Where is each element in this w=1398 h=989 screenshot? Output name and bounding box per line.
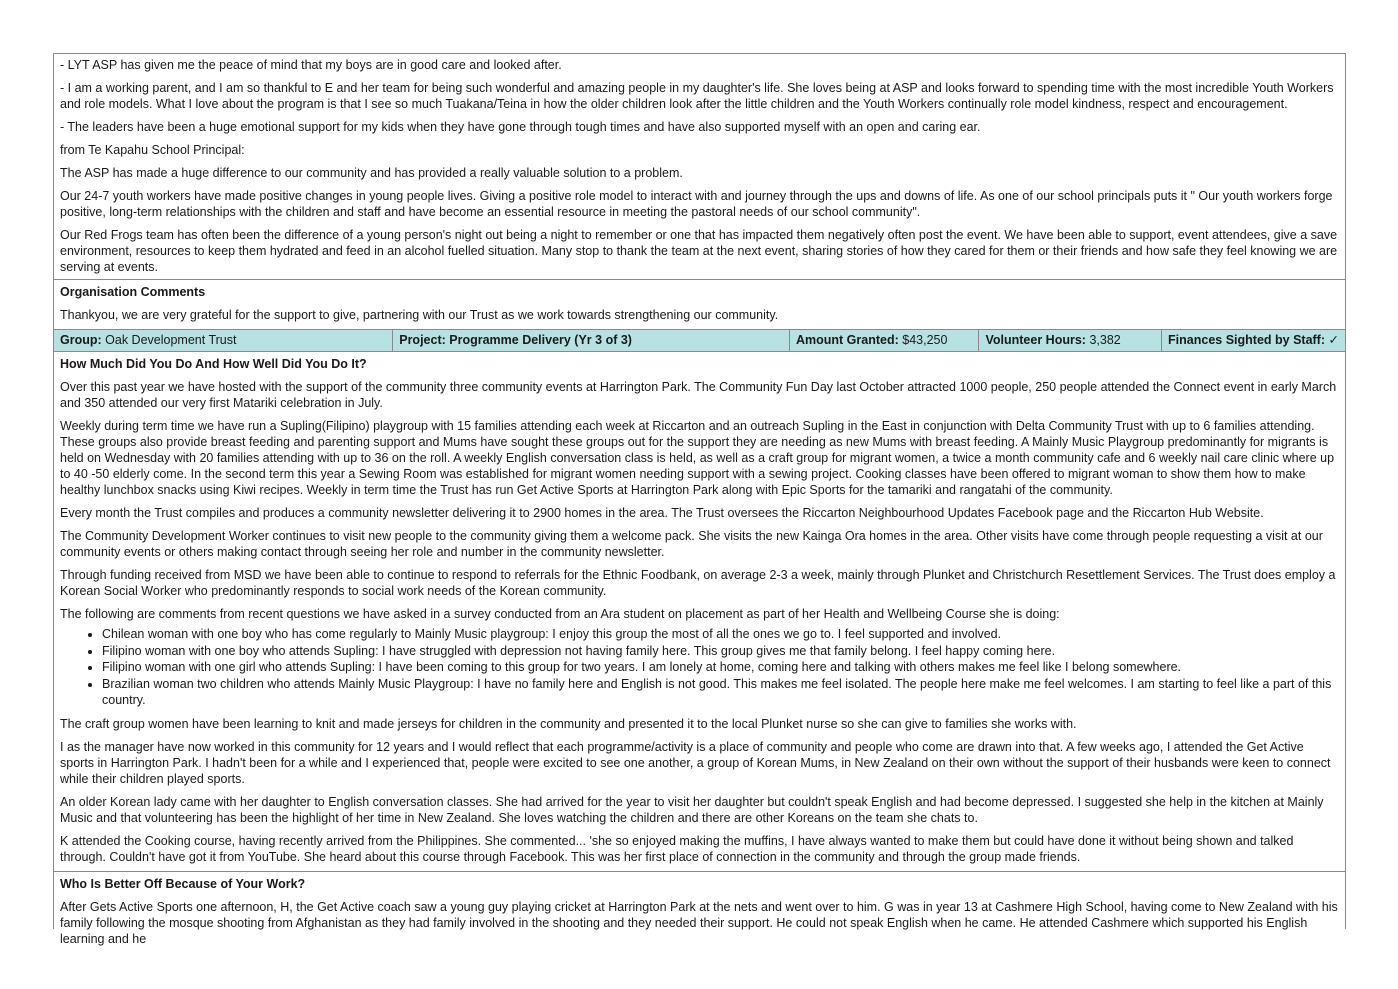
report-paragraph: The Community Development Worker continues to visit new people to the community giving them a welcome pack. She visits the new Kainga Ora homes in the area. Other visits have come through people requesting a visit at our community events or others making contact through seeing her role and number in the community newsletter.	[60, 529, 1323, 559]
organisation-comments-section	[54, 279, 1345, 329]
how-much-heading: How Much Did You Do And How Well Did You Do It?	[60, 357, 367, 371]
report-paragraph: K attended the Cooking course, having recently arrived from the Philippines. She commented... 'she so enjoyed making the muffins, I have always wanted to make them but could have done it without being shown and talked through. Couldn't have got it from YouTube. She heard about this course through Facebook. This was her first place of connection in the community and through the group made friends.	[60, 833, 1294, 864]
finances-sighted-cell	[1162, 330, 1345, 351]
how-much-section	[54, 356, 1345, 871]
organisation-comments-heading: Organisation Comments	[60, 285, 206, 299]
check-mark-icon: ✓	[1328, 333, 1339, 347]
report-paragraph: The craft group women have been learning to knit and made jerseys for children in the community and presented it to the local Plunket nurse so she can give to families she works with.	[60, 716, 1077, 731]
survey-comments-list	[60, 626, 1339, 709]
list-item: • Brazilian woman two children who attends Mainly Music Playgroup: I have no family here and English is not good. This makes me feel isolated. The people here make me feel welcomes. I am starting to feel like a part of this country.	[102, 676, 1339, 709]
grant-summary-row	[54, 329, 1345, 352]
feedback-paragraph: The ASP has made a huge difference to our community and has provided a really valuable solution to a problem.	[60, 166, 683, 180]
feedback-section	[54, 57, 1345, 279]
better-off-section	[54, 871, 1345, 947]
report-paragraph: An older Korean lady came with her daughter to English conversation classes. She had arrived for the year to visit her daughter but couldn't speak English and had become depressed. I suggested she help in the kitchen at Mainly Music and that volunteering has been the highlight of her time in New Zealand. She loves watching the children and there are other Koreans on the team she chats to.	[60, 794, 1324, 825]
better-off-text: After Gets Active Sports one afternoon, H, the Get Active coach saw a young guy playing cricket at Harrington Park at the nets and went over to him. G was in year 13 at Cashmere High School, having come to New Zealand with his family following the mosque shooting from Afghanistan as they had family involved in the shooting and they needed their support. He could not speak English when he came. He attended Cashmere which supported his English learning and he	[60, 899, 1338, 946]
amount-granted-cell	[790, 330, 980, 351]
report-paragraph: Weekly during term time we have run a Supling(Filipino) playgroup with 15 families attending each week at Riccarton and an outreach Supling in the East in conjunction with Delta Community Trust with up to 6 families attending. These groups also provide breast feeding and parenting support and Mums have sought these groups out for the support they are needing as new Mums with breast feeding. A Mainly Music Playgroup predominantly for migrants is held on Wednesday with 20 families attending with up to 36 on the roll. A weekly English conversation class is held, as well as a craft group for migrant women, a twice a month community cafe and 6 weekly nail care clinic where up to 40 -50 elderly come. In the second term this year a Sewing Room was established for migrant women needing support with a sewing project. Cooking classes have been offered to migrant woman to show them how to make healthy lunchbox snacks using Kiwi recipes. Weekly in term time the Trust has run Get Active Sports at Harrington Park along with Epic Sports for the tamariki and rangatahi of the community.	[60, 419, 1335, 497]
better-off-heading: Who Is Better Off Because of Your Work?	[60, 876, 306, 891]
group-label: Group:	[60, 333, 102, 347]
report-paragraph: Through funding received from MSD we have been able to continue to respond to referrals for the Ethnic Foodbank, on average 2-3 a week, mainly through Plunket and Christchurch Resettlement Services. The Trust does employ a Korean Social Worker who predominantly responds to social work needs of the Korean community.	[60, 568, 1336, 598]
feedback-paragraph: Our Red Frogs team has often been the difference of a young person's night out being a night to remember or one that has impacted them negatively often post the event. We have been able to support, event attendees, give a save environment, resources to keep them hydrated and feed in an alcohol fuelled situation. Many stop to thank the team at the next event, sharing stories of how they cared for them or their friends and how safe they feel knowing we are serving at events.	[60, 228, 1338, 274]
project-label: Project: Programme Delivery (Yr 3 of 3)	[399, 333, 632, 347]
report-paragraph: Every month the Trust compiles and produces a community newsletter delivering it to 2900 homes in the area. The Trust oversees the Riccarton Neighbourhood Updates Facebook page and the Riccarton Hub Website.	[60, 506, 1264, 520]
feedback-paragraph: - The leaders have been a huge emotional support for my kids when they have gone through tough times and have also supported myself with an open and caring ear.	[60, 120, 981, 134]
group-value: Oak Development Trust	[105, 333, 237, 347]
report-paragraph: Over this past year we have hosted with the support of the community three community events at Harrington Park. The Community Fun Day last October attracted 1000 people, 250 people attended the Connect event in early March and 350 attended our very first Matariki celebration in July.	[60, 380, 1337, 410]
feedback-paragraph: - LYT ASP has given me the peace of mind that my boys are in good care and looked after.	[60, 58, 562, 72]
organisation-comments-text: Thankyou, we are very grateful for the support to give, partnering with our Trust as we work towards strengthening our community.	[60, 308, 779, 322]
list-item: • Filipino woman with one boy who attends Supling: I have struggled with depression not having family here. This group gives me that family belong. I feel happy coming here.	[102, 643, 1339, 660]
feedback-paragraph: from Te Kapahu School Principal:	[60, 143, 245, 157]
feedback-paragraph: Our 24-7 youth workers have made positive changes in young people lives. Giving a positive role model to interact with and journey through the ups and downs of life. As one of our school principals puts it " Our youth workers forge positive, long-term relationships with the children and staff and have become an essential resource in meeting the pastoral needs of our school community".	[60, 189, 1333, 219]
project-cell	[393, 330, 790, 351]
document-page	[53, 53, 1346, 946]
finances-sighted-label: Finances Sighted by Staff:	[1168, 333, 1326, 347]
list-item: • Filipino woman with one girl who attends Supling: I have been coming to this group for two years. I am lonely at home, coming here and talking with others makes me feel like I belong somewhere.	[102, 659, 1339, 676]
volunteer-hours-cell	[979, 330, 1162, 351]
volunteer-hours-label: Volunteer Hours:	[985, 333, 1086, 347]
volunteer-hours-value: 3,382	[1089, 333, 1121, 347]
amount-granted-label: Amount Granted:	[795, 333, 899, 347]
feedback-paragraph: - I am a working parent, and I am so thankful to E and her team for being such wonderful and amazing people in my daughter's life. She loves being at ASP and looks forward to spending time with the most incredible Youth Workers and role models. What I love about the program is that I see so much Tuakana/Teina in how the older children look after the little children and the Youth Workers continually role model kindness, respect and encouragement.	[60, 81, 1334, 111]
group-cell	[54, 330, 393, 351]
amount-granted-value: $43,250	[902, 333, 948, 347]
list-item: • Chilean woman with one boy who has come regularly to Mainly Music playgroup: I enjoy this group the most of all the ones we go to. I feel supported and involved.	[102, 626, 1339, 643]
report-paragraph: The following are comments from recent questions we have asked in a survey conducted from an Ara student on placement as part of her Health and Wellbeing Course she is doing:	[60, 607, 1060, 621]
report-paragraph: I as the manager have now worked in this community for 12 years and I would reflect that each programme/activity is a place of community and people who come are drawn into that. A few weeks ago, I attended the Get Active sports in Harrington Park. I hadn't been for a while and I experienced that, people were excited to see one another, a group of Korean Mums, in New Zealand on their own without the support of their husbands were keen to connect while their children played sports.	[60, 739, 1331, 786]
